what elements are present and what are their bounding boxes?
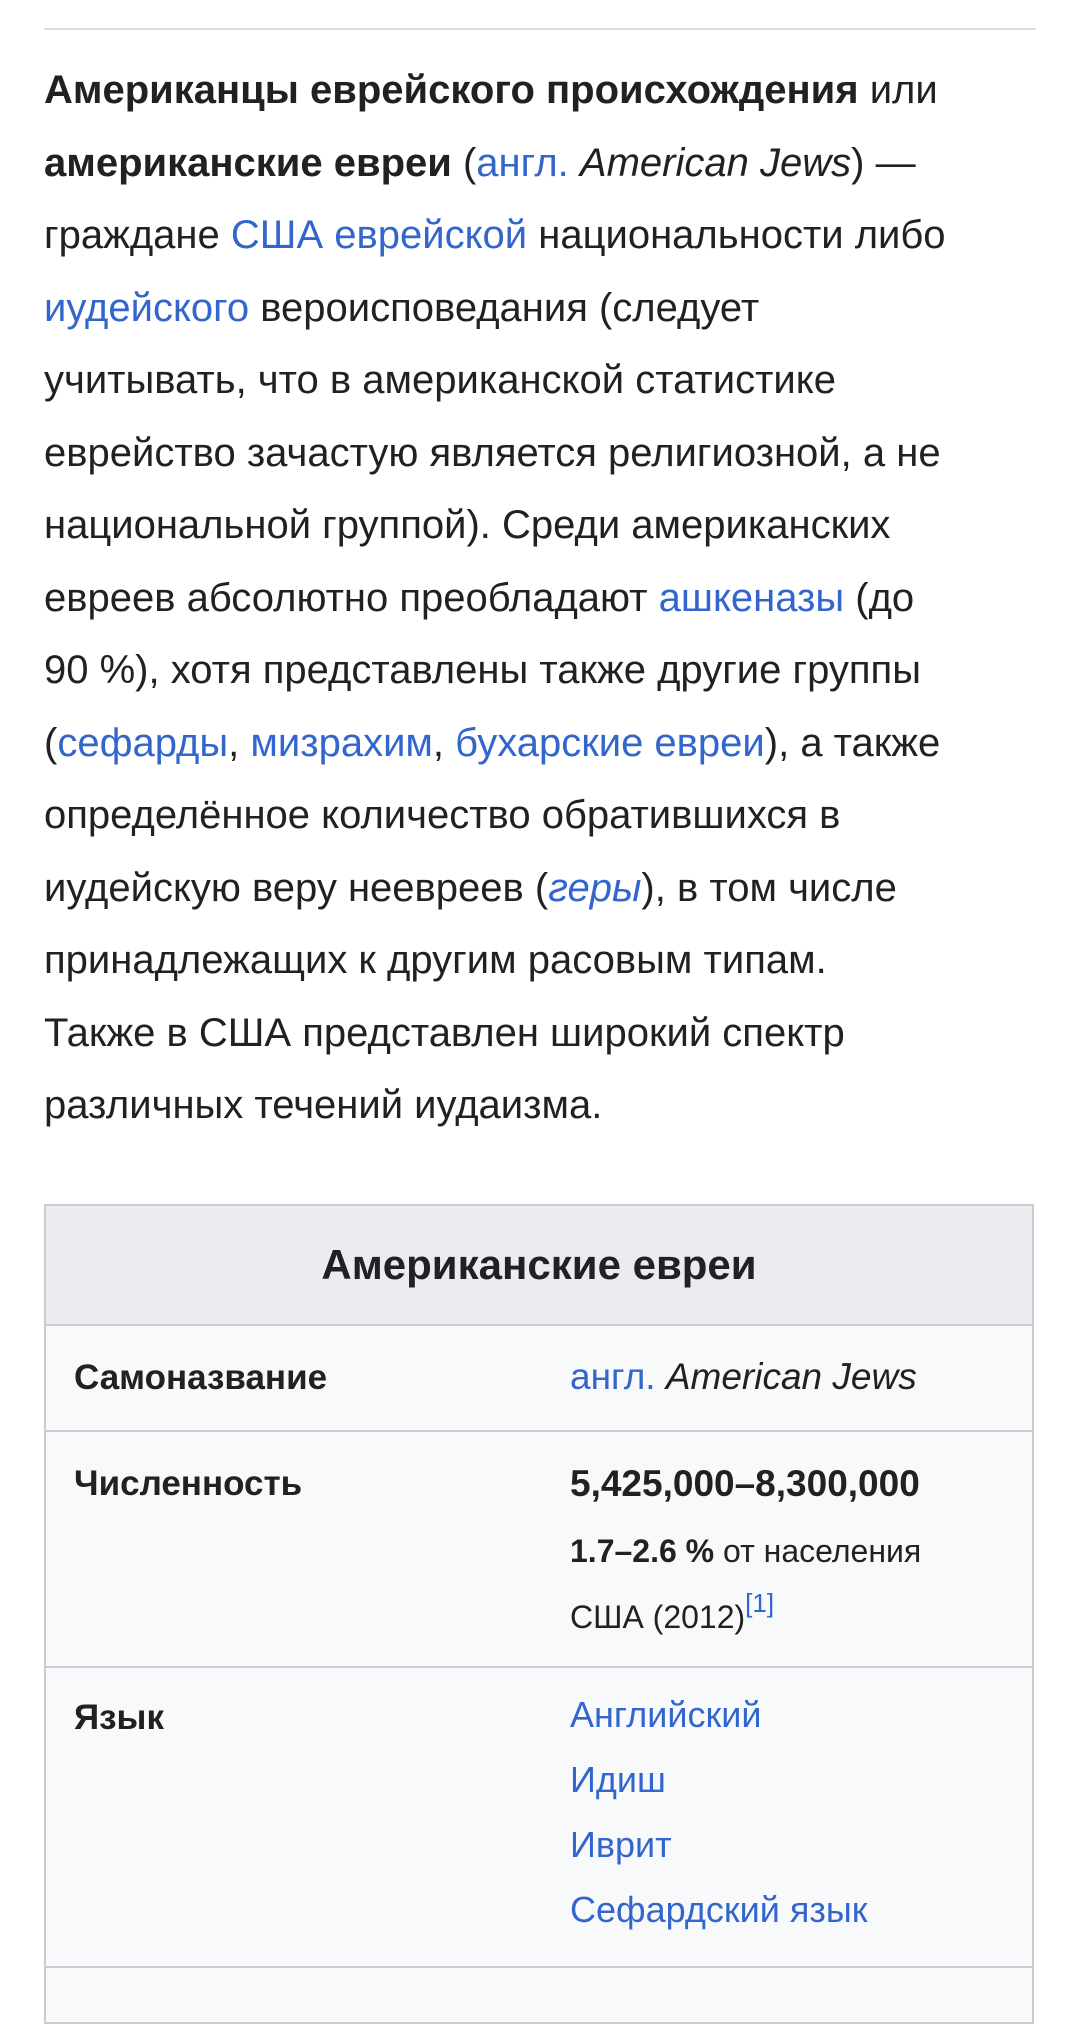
judaic-link[interactable]: иудейского [44,285,250,330]
text-line: принадлежащих к другим расовым типам. [44,938,827,982]
text-fragment: национальности либо [538,213,946,257]
jewish-link[interactable]: еврейской [334,213,528,257]
text-line [44,199,1044,272]
self-name-english: American Jews [665,1356,917,1397]
text-line: 90 %), хотя представлены также другие группы [44,648,921,692]
text-line: различных течений иудаизма. [44,1083,603,1127]
lang-abbr-link[interactable]: англ. [476,140,569,185]
text-line: еврейство зачастую является религиозной, а не [44,430,941,475]
text-fragment: (до [855,575,915,620]
sephardi-link[interactable]: сефарды [57,720,229,765]
text-line [44,54,1044,127]
self-name-label: Самоназвание [74,1358,328,1397]
language-link-yiddish[interactable]: Идиш [570,1759,666,1800]
bukharan-jews-link[interactable]: бухарские евреи [455,720,765,765]
infobox-row-population [46,1432,1032,1668]
text-line: национальной группой). Среди американских [44,503,891,547]
infobox-row-self-name [46,1326,1032,1432]
self-name-value [570,1356,917,1398]
population-value: 5,425,000–8,300,000 [570,1463,920,1504]
text-fragment: иудейскую веру неевреев ( [44,865,549,910]
language-link-ladino[interactable]: Сефардский язык [570,1889,868,1930]
article-subject-alt-bold: американские евреи [44,140,452,185]
infobox-title: Американские евреи [46,1206,1032,1326]
population-label: Численность [74,1464,303,1503]
usa-link[interactable]: США [230,213,324,257]
text-fragment: — [875,140,916,185]
text-line: Также в США представлен широкий спектр [44,1010,845,1055]
text-line [44,272,1044,345]
text-line: американские евреи (англ. American Jews) — [44,140,916,185]
population-year-text: США (2012) [570,1599,746,1635]
language-link-hebrew[interactable]: Иврит [570,1824,672,1865]
text-line: учитывать, что в американской статистике [44,358,836,402]
gery-link[interactable] [548,866,641,910]
ashkenazi-link[interactable]: ашкеназы [658,575,845,620]
text-fragment: или [869,68,938,112]
text-fragment: ), в том числе [641,865,897,910]
language-list [570,1682,867,1942]
article-paragraph [44,54,1044,1142]
self-name-lang-link[interactable]: англ. [570,1356,656,1397]
text-fragment: ), а также [764,720,941,765]
text-line [44,852,1044,925]
text-fragment: евреев абсолютно преобладают [44,575,648,620]
gery-link-text: геры [548,865,642,910]
text-line: определённое количество обратившихся в [44,793,841,837]
population-year-line [570,1584,921,1650]
section-divider [44,28,1036,30]
text-fragment: граждане [44,213,220,257]
population-share-line [570,1518,921,1584]
reference-link[interactable]: [1] [745,1588,775,1618]
text-fragment: вероисповедания (следует [260,285,760,330]
mizrahi-link[interactable]: мизрахим [250,720,433,765]
infobox [44,1204,1034,2024]
english-name: American Jews [579,140,852,185]
population-value-block [570,1462,921,1650]
population-percent: 1.7–2.6 % [570,1533,715,1569]
language-label: Язык [74,1698,164,1737]
language-link-english[interactable]: Английский [570,1694,762,1735]
population-text: от населения [723,1533,922,1569]
infobox-row-language [46,1668,1032,1968]
article-subject-bold: Американцы еврейского происхождения [44,68,859,112]
text-line [44,562,1044,635]
text-line: (сефарды, мизрахим, бухарские евреи), а также [44,720,941,765]
